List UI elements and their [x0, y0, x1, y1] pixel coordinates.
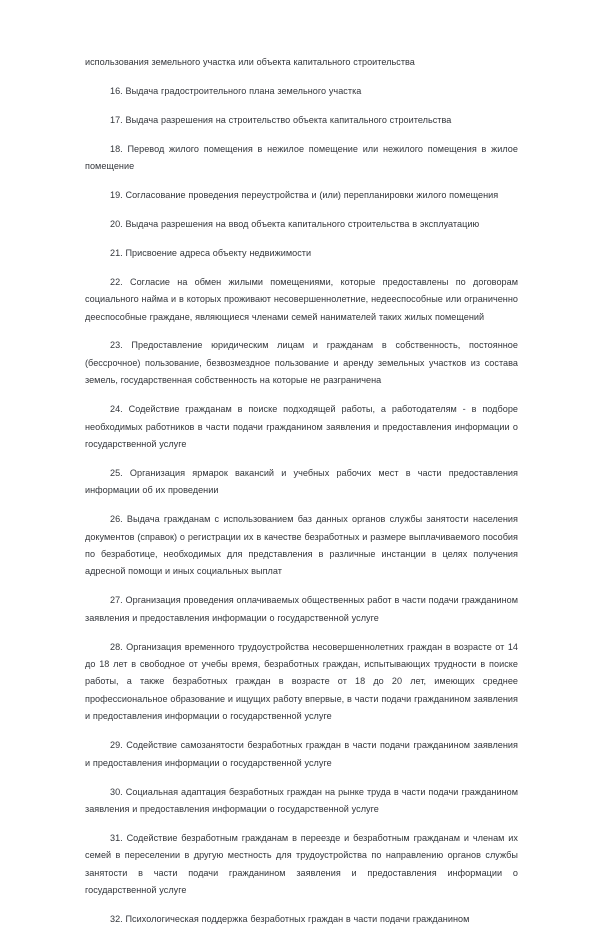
paragraph-item-22: 22. Согласие на обмен жилыми помещениями, которые предоставлены по договорам социального найма и в которых проживают несовершеннолетние, недееспособные или ограниченно дееспособные граждане, являющиеся членами семей нанимателей таких жилых помещений	[85, 276, 518, 322]
paragraph-item-21: 21. Присвоение адреса объекту недвижимости	[110, 247, 312, 258]
paragraph-item-24: 24. Содействие гражданам в поиске подходящей работы, а работодателям - в подборе необходимых работников в части подачи гражданином заявления и предоставления информации о государственной услуге	[85, 404, 518, 449]
paragraph-item-28: 28. Организация временного трудоустройства несовершеннолетних граждан в возрасте от 14 до 18 лет в свободное от учебы время, безработных граждан, испытывающих трудности в поиске работы, а также безработных граждан в возрасте от 18 до 20 лет, имеющих среднее профессиональное образование и ищущих работу впервые, в части подачи гражданином заявления и предоставления информации о государственной услуге	[85, 641, 518, 722]
paragraph-item-18: 18. Перевод жилого помещения в нежилое помещение или нежилого помещения в жилое помещение	[85, 143, 518, 172]
paragraph-item-32: 32. Психологическая поддержка безработных граждан в части подачи гражданином	[110, 913, 470, 924]
paragraph-item-27: 27. Организация проведения оплачиваемых общественных работ в части подачи гражданином заявления и предоставления информации о государственной услуге	[85, 595, 518, 623]
paragraph-item-31: 31. Содействие безработным гражданам в переезде и безработным гражданам и членам их семей в переселении в другую местность для трудоустройства по направлению органов службы занятости в части подачи гражданином заявления и предоставления информации о государственной услуге	[85, 832, 518, 896]
paragraph-continuation: использования земельного участка или объекта капитального строительства	[85, 57, 415, 67]
paragraph-item-23: 23. Предоставление юридическим лицам и гражданам в собственность, постоянное (бессрочное) пользование, безвозмездное пользование и аренду земельных участков из состава земель, государственная собственность на которые не разграничена	[85, 340, 518, 386]
paragraph-item-25: 25. Организация ярмарок вакансий и учебных рабочих мест в части предоставления информации об их проведении	[85, 467, 518, 496]
paragraph-item-29: 29. Содействие самозанятости безработных граждан в части подачи гражданином заявления и предоставления информации о государственной услуге	[85, 740, 518, 768]
paragraph-item-26: 26. Выдача гражданам с использованием баз данных органов службы занятости населения документов (справок) о регистрации их в качестве безработных и размере выплачиваемого пособия по безработице, необходимых для представления в различные инстанции в целях получения адресной помощи и иных социальных выплат	[85, 514, 518, 577]
paragraph-item-17: 17. Выдача разрешения на строительство объекта капитального строительства	[110, 114, 452, 125]
paragraph-item-30: 30. Социальная адаптация безработных граждан на рынке труда в части подачи гражданином заявления и предоставления информации о государственной услуге	[85, 786, 518, 814]
paragraph-item-16: 16. Выдача градостроительного плана земельного участка	[110, 85, 362, 96]
document-text-body	[85, 54, 518, 928]
paragraph-item-20: 20. Выдача разрешения на ввод объекта капитального строительства в эксплуатацию	[110, 218, 480, 229]
paragraph-item-19: 19. Согласование проведения переустройства и (или) перепланировки жилого помещения	[110, 190, 499, 201]
